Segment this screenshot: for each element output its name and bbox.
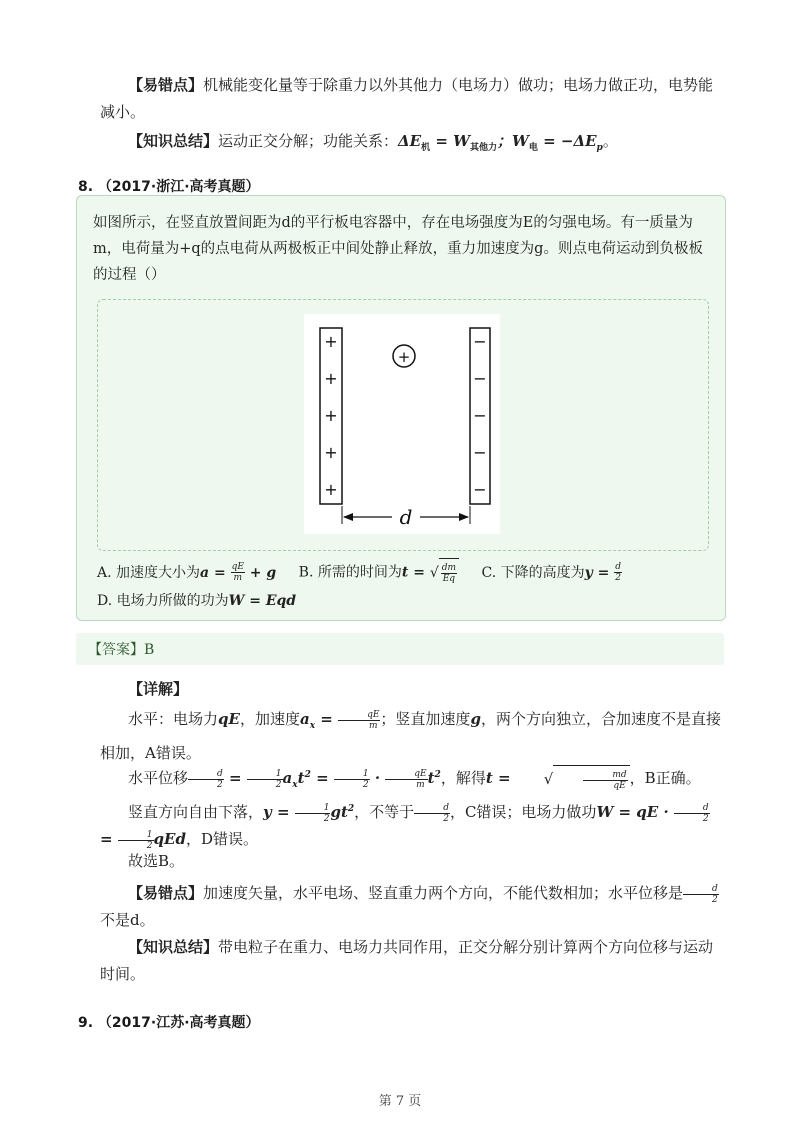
minus-sign-3: − (473, 406, 487, 425)
dim-arrow-right (459, 513, 469, 521)
answer-bar (76, 633, 724, 665)
option-c: C. 下降的高度为y = $\frac{d}{2}$ (481, 562, 621, 583)
question-8-heading: 8. （2017·浙江·高考真题） (78, 179, 260, 195)
plus-sign-3: + (324, 406, 338, 425)
plus-sign-5: + (324, 480, 338, 499)
capacitor-diagram (304, 314, 500, 534)
option-d: D. 电场力所做的功为W = Eqd (97, 593, 297, 609)
q8-summary-paragraph: 【知识总结】带电粒子在重力、电场力共同作用，正交分解分别计算两个方向位移与运动时间。 (100, 938, 714, 983)
mistake-tag: 【易错点】 (128, 76, 204, 94)
answer-text: 【答案】B (88, 642, 155, 658)
capacitor-figure (304, 314, 500, 534)
gap-label: d (399, 505, 413, 529)
mistake-text: 机械能变化量等于除重力以外其他力（电场力）做功；电场力做正功，电势能减小。 (100, 76, 714, 121)
summary-text: 运动正交分解；功能关系： (218, 132, 399, 150)
detail-line-3: 竖直方向自由下落，y = $\frac{1}{2}$ $gt^2$，不等于 $\frac{d}{2}$ ，C错误；电场力做功W = qE · $\frac{d}{2}$ = $\frac{1}{2}$ qEd，D错误。 (100, 802, 709, 851)
summary-tag: 【知识总结】 (128, 132, 219, 150)
plus-sign-1: + (324, 332, 338, 351)
option-b: B. 所需的时间为t = √ $\frac{dm}{Eq}$ (299, 558, 459, 587)
detail-line-1: 水平：电场力qE，加速度$a_x$ = $\frac{qE}{m}$ ；竖直加速度g，两个方向独立，合加速度不是直接相加，A错误。 (100, 709, 721, 762)
option-a: A. 加速度大小为a = $\frac{qE}{m}$ + g (97, 562, 277, 583)
question-9-heading: 9. （2017·江苏·高考真题） (78, 1015, 260, 1031)
question-8-box (76, 195, 726, 621)
mistake-paragraph (100, 72, 725, 126)
figure-frame (97, 299, 709, 551)
page-footer: 第 7 页 (378, 1094, 422, 1109)
minus-sign-4: − (473, 443, 487, 462)
summary-paragraph: 【知识总结】运动正交分解；功能关系：$\Delta E_机 = W_{其他力}$；$W_电 = -\Delta E_p$。 (128, 132, 618, 153)
minus-sign-2: − (473, 369, 487, 388)
detail-tag: 【详解】 (128, 680, 189, 698)
minus-sign-1: − (473, 332, 487, 351)
detail-line-2: 水平位移 $\frac{d}{2}$ = $\frac{1}{2}$ $a_xt^2$ = $\frac{1}{2}$ · $\frac{qE}{m}$ $t^2$，解得t = √ $\frac{md}{qE}$ ，B正确。 (100, 762, 725, 799)
plus-sign-2: + (324, 369, 338, 388)
detail-heading (100, 676, 725, 703)
question-8-stem: 如图所示，在竖直放置间距为d的平行板电容器中，存在电场强度为E的匀强电场。有一质量为m，电荷量为+q的点电荷从两极板正中间处静止释放，重力加速度为g。则点电荷运动到负极板的过程（） (93, 215, 703, 283)
options (97, 558, 717, 615)
dim-arrow-left (343, 513, 353, 521)
q8-mistake-paragraph: 【易错点】加速度矢量，水平电场、竖直重力两个方向，不能代数相加；水平位移是 $\frac{d}{2}$ 不是d。 (100, 883, 718, 929)
plus-sign-4: + (324, 443, 338, 462)
detail-line-4: 故选B。 (128, 852, 185, 870)
formula-energy: $\Delta E_机 = W_{其他力}$；$W_电 = -\Delta E_p$ (398, 132, 603, 153)
charge-sign: + (397, 348, 411, 366)
minus-sign-5: − (473, 480, 487, 499)
